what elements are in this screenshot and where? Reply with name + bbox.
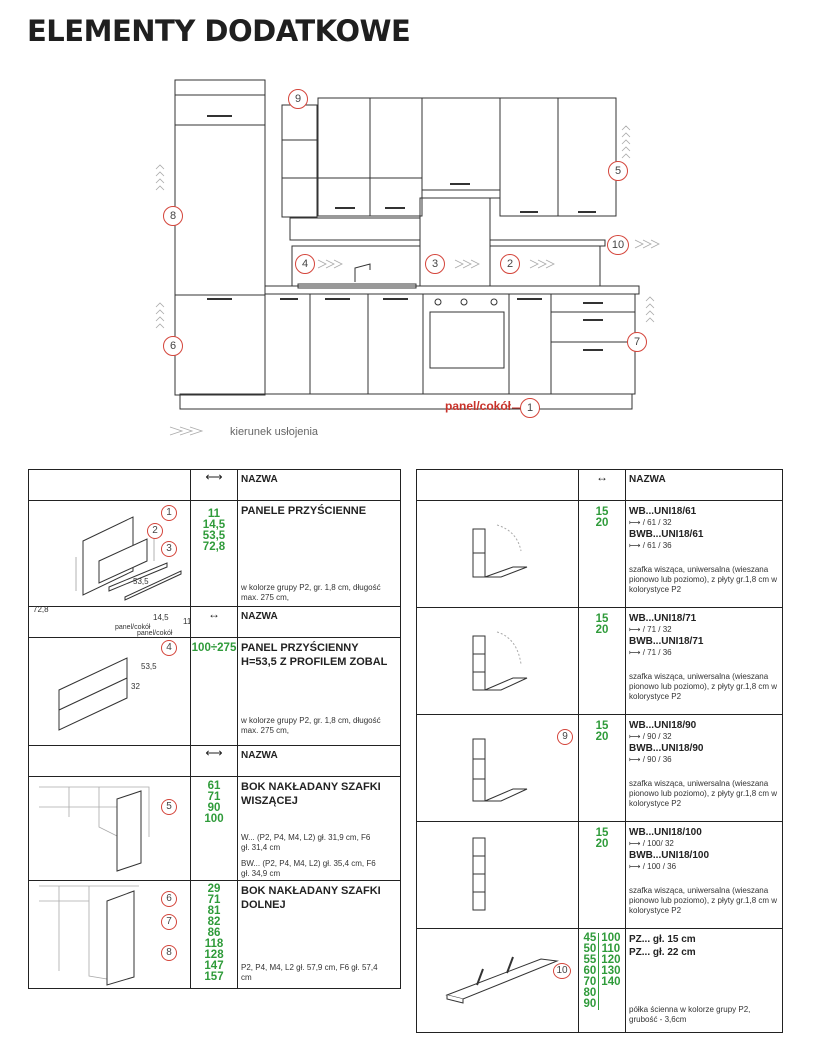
panel-label: panel/cokół xyxy=(445,399,512,413)
tall-cabinet-lower xyxy=(175,295,265,395)
table-badge-9: 9 xyxy=(557,729,573,745)
table-badge-8: 8 xyxy=(161,945,177,961)
diagram-badge-2: 2 xyxy=(500,254,520,274)
section-title-zobal: PANEL PRZYŚCIENNY H=53,5 Z PROFILEM ZOBAL xyxy=(241,642,388,668)
section-title-panels: PANELE PRZYŚCIENNE xyxy=(241,505,367,517)
diagram-badge-1: 1 xyxy=(520,398,540,418)
cabinet-figure-71 xyxy=(417,608,579,715)
page-title: ELEMENTY DODATKOWE xyxy=(27,14,411,48)
diagram-badge-5: 5 xyxy=(608,161,628,181)
table-badge-7: 7 xyxy=(161,914,177,930)
table-badge-4: 4 xyxy=(161,640,177,656)
cabinet-figure-100 xyxy=(417,822,579,929)
right-header-name: NAZWA xyxy=(626,470,783,501)
table-badge-10: 10 xyxy=(553,963,571,979)
diagram-badge-10: 10 xyxy=(607,235,629,255)
section-title-base-side: BOK NAKŁADANY SZAFKI DOLNEJ xyxy=(241,885,381,911)
diagram-badge-7: 7 xyxy=(627,332,647,352)
cabinet-figure-90 xyxy=(417,715,579,822)
wall-side-figure xyxy=(29,777,191,881)
table-badge-1: 1 xyxy=(161,505,177,521)
panel-zobal-figure: 53,5 32 xyxy=(29,638,191,746)
diagram-badge-4: 4 xyxy=(295,254,315,274)
table-badge-3: 3 xyxy=(161,541,177,557)
table-badge-6: 6 xyxy=(161,891,177,907)
diagram-badge-8: 8 xyxy=(163,206,183,226)
diagram-badge-3: 3 xyxy=(425,254,445,274)
left-table: ⟷ NAZWA 53,5 72,8 14,5 11 panel/cokół panel/cokół 1 2 3 11 14,5 53,5 72,8 PANELE PRZYŚCIENNE w kolorze grupy P2, gr. 1,8 cm, długość max. 275 cm, ↔ NAZWA 53,5 32 4 100÷275 PANEL PRZYŚCIENNY H=53,5 Z PROFILEM ZOBAL w kolorze grupy P2, gr. 1,8 cm, długość max. 275 cm, ⟷ NAZWA 5 61 71 90 100 BOK NAKŁADANY SZAFKI WISZĄCEJ W... (P2, P4, M4, L2) gł. 31,9 cm, F6 gł. 31,4 cm BW... (P2, P4, M4, L2) gł. 35,4 cm, F6 gł. 34,9 cm 6 7 8 29 71 81 82 86 118 128 147 157 BOK NAKŁADANY SZAFKI DOLNEJ P2, P4, M4, L2 gł. 57,9 cm, F6 gł. 57,4 cm xyxy=(28,469,401,989)
grain-direction-label: kierunek usłojenia xyxy=(230,426,319,438)
tall-cabinet-upper xyxy=(175,80,265,295)
left-header-name: NAZWA xyxy=(238,470,401,501)
cabinet-figure-61 xyxy=(417,501,579,608)
diagram-badge-6: 6 xyxy=(163,336,183,356)
kitchen-diagram xyxy=(0,0,823,460)
table-badge-5: 5 xyxy=(161,799,177,815)
section-title-wall-side: BOK NAKŁADANY SZAFKI WISZĄCEJ xyxy=(241,781,381,807)
panels-figure: 53,5 72,8 14,5 11 panel/cokół panel/cokół xyxy=(29,501,191,607)
shelf-figure xyxy=(417,929,579,1033)
diagram-badge-9: 9 xyxy=(288,89,308,109)
right-table: ↔ NAZWA 15 20 WB...UNI18/61 ⟼ / 61 / 32 BWB...UNI18/61 ⟼ / 61 / 36 szafka wisząca, uniwersalna (wieszana pionowo lub poziomo), z płyty gr.1,8 cm w kolorystyce P2 15 20 WB...UNI18/71 ⟼ / 71 / 32 BWB...UNI18/71 ⟼ / 71 / 36 szafka wisząca, uniwersalna (wieszana pionowo lub poziomo), z płyty gr.1,8 cm w kolorystyce P2 9 15 20 WB...UNI18/90 ⟼ / 90 / 32 BWB...UNI18/90 ⟼ / 90 / 36 szafka wisząca, uniwersalna (wieszana pionowo lub poziomo), z płyty gr.1,8 cm w kolorystyce P2 15 20 WB...UNI18/100 ⟼ / 100/ 32 BWB...UNI18/100 ⟼ / 100 / 36 szafka wisząca, uniwersalna (wieszana pionowo lub poziomo), z płyty gr.1,8 cm w kolorystyce P2 10 45 50 55 60 70 80 90 100 110 120 130 140 PZ... gł. 15 cm PZ... gł. 22 cm półka ścienna w kolorze grupy P2, grubość - 3,6cm xyxy=(416,469,783,1033)
table-badge-2: 2 xyxy=(147,523,163,539)
